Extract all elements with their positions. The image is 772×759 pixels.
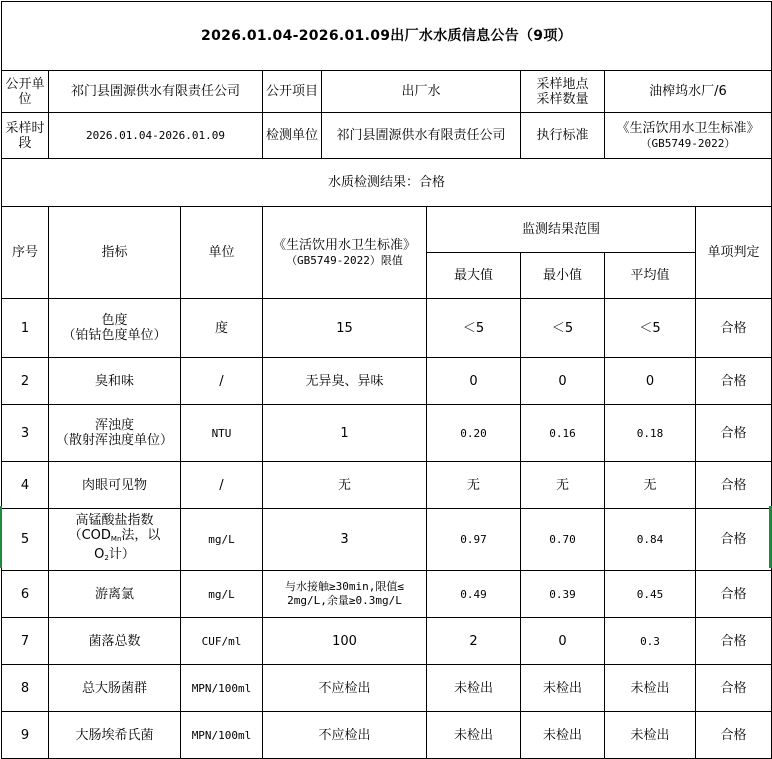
- page-title: 2026.01.04-2026.01.09出厂水水质信息公告（9项）: [2, 2, 772, 71]
- row-min[interactable]: 未检出: [521, 712, 605, 759]
- header-range: 监测结果范围: [427, 207, 696, 253]
- public-item-value[interactable]: 出厂水: [322, 71, 521, 113]
- row-avg[interactable]: 无: [605, 462, 696, 509]
- row-avg[interactable]: 未检出: [605, 665, 696, 712]
- info-row-2: [2, 113, 772, 159]
- table-row: [2, 462, 772, 509]
- row-max[interactable]: 未检出: [427, 712, 521, 759]
- row-limit[interactable]: 与水接触≥30min,限值≤ 2mg/L,余量≥0.3mg/L: [263, 571, 427, 618]
- row-unit[interactable]: 度: [181, 299, 263, 358]
- row-avg[interactable]: 0: [605, 358, 696, 405]
- sample-location-value[interactable]: 油榨坞水厂/6: [605, 71, 772, 113]
- table-row: [2, 665, 772, 712]
- row-max[interactable]: 无: [427, 462, 521, 509]
- row-unit[interactable]: CUF/ml: [181, 618, 263, 665]
- selection-indicator-left: [0, 506, 2, 568]
- row-avg[interactable]: 未检出: [605, 712, 696, 759]
- row-indicator[interactable]: 菌落总数: [49, 618, 181, 665]
- public-item-label: 公开项目: [263, 71, 322, 113]
- row-seq[interactable]: 3: [2, 405, 49, 462]
- row-seq[interactable]: 8: [2, 665, 49, 712]
- row-indicator[interactable]: 臭和味: [49, 358, 181, 405]
- table-row: [2, 509, 772, 571]
- test-unit-value[interactable]: 祁门县圊源供水有限责任公司: [322, 113, 521, 159]
- row-seq[interactable]: 2: [2, 358, 49, 405]
- table-row: [2, 405, 772, 462]
- row-judge[interactable]: 合格: [696, 618, 772, 665]
- row-avg[interactable]: 0.45: [605, 571, 696, 618]
- title-row: [2, 2, 772, 71]
- row-min[interactable]: 0: [521, 358, 605, 405]
- row-avg[interactable]: 0.3: [605, 618, 696, 665]
- header-indicator: 指标: [49, 207, 181, 299]
- header-min: 最小值: [521, 253, 605, 299]
- row-indicator[interactable]: 总大肠菌群: [49, 665, 181, 712]
- result-row: [2, 159, 772, 207]
- row-indicator[interactable]: 色度 （铂钴色度单位）: [49, 299, 181, 358]
- row-seq[interactable]: 6: [2, 571, 49, 618]
- row-min[interactable]: 0.39: [521, 571, 605, 618]
- table-row: [2, 618, 772, 665]
- row-min[interactable]: ＜5: [521, 299, 605, 358]
- standard-label: 执行标准: [521, 113, 605, 159]
- row-unit[interactable]: MPN/100ml: [181, 665, 263, 712]
- row-avg[interactable]: 0.18: [605, 405, 696, 462]
- info-row-1: [2, 71, 772, 113]
- row-max[interactable]: 0.20: [427, 405, 521, 462]
- test-unit-label: 检测单位: [263, 113, 322, 159]
- header-judge: 单项判定: [696, 207, 772, 299]
- result-line[interactable]: 水质检测结果：合格: [2, 159, 772, 207]
- period-label: 采样时段: [2, 113, 49, 159]
- row-unit[interactable]: /: [181, 358, 263, 405]
- row-min[interactable]: 0.16: [521, 405, 605, 462]
- row-limit[interactable]: 无异臭、异味: [263, 358, 427, 405]
- row-avg[interactable]: ＜5: [605, 299, 696, 358]
- row-min[interactable]: 无: [521, 462, 605, 509]
- row-judge[interactable]: 合格: [696, 358, 772, 405]
- row-judge[interactable]: 合格: [696, 712, 772, 759]
- row-limit[interactable]: 不应检出: [263, 665, 427, 712]
- row-judge[interactable]: 合格: [696, 462, 772, 509]
- table-row: [2, 358, 772, 405]
- row-indicator[interactable]: 肉眼可见物: [49, 462, 181, 509]
- row-unit[interactable]: MPN/100ml: [181, 712, 263, 759]
- header-limit: 《生活饮用水卫生标准》 （GB5749-2022）限值: [263, 207, 427, 299]
- row-min[interactable]: 0.70: [521, 509, 605, 571]
- row-seq[interactable]: 1: [2, 299, 49, 358]
- row-limit[interactable]: 100: [263, 618, 427, 665]
- row-limit[interactable]: 15: [263, 299, 427, 358]
- row-unit[interactable]: mg/L: [181, 571, 263, 618]
- row-seq[interactable]: 5: [2, 509, 49, 571]
- row-seq[interactable]: 9: [2, 712, 49, 759]
- row-max[interactable]: 0.97: [427, 509, 521, 571]
- header-avg: 平均值: [605, 253, 696, 299]
- table-row: [2, 712, 772, 759]
- row-indicator[interactable]: 大肠埃希氏菌: [49, 712, 181, 759]
- row-judge[interactable]: 合格: [696, 405, 772, 462]
- row-seq[interactable]: 7: [2, 618, 49, 665]
- row-judge[interactable]: 合格: [696, 299, 772, 358]
- row-limit[interactable]: 不应检出: [263, 712, 427, 759]
- header-row-1: [2, 207, 772, 253]
- row-min[interactable]: 0: [521, 618, 605, 665]
- header-seq: 序号: [2, 207, 49, 299]
- row-unit[interactable]: /: [181, 462, 263, 509]
- table-row: [2, 299, 772, 358]
- row-limit[interactable]: 无: [263, 462, 427, 509]
- row-min[interactable]: 未检出: [521, 665, 605, 712]
- row-max[interactable]: ＜5: [427, 299, 521, 358]
- row-unit[interactable]: mg/L: [181, 509, 263, 571]
- header-unit: 单位: [181, 207, 263, 299]
- row-judge[interactable]: 合格: [696, 665, 772, 712]
- period-value[interactable]: 2026.01.04-2026.01.09: [49, 113, 263, 159]
- sample-location-label: 采样地点 采样数量: [521, 71, 605, 113]
- row-indicator[interactable]: 游离氯: [49, 571, 181, 618]
- standard-value[interactable]: 《生活饮用水卫生标准》 （GB5749-2022）: [605, 113, 772, 159]
- row-max[interactable]: 0.49: [427, 571, 521, 618]
- row-max[interactable]: 0: [427, 358, 521, 405]
- row-max[interactable]: 2: [427, 618, 521, 665]
- public-unit-label: 公开单位: [2, 71, 49, 113]
- water-quality-table: [1, 1, 772, 759]
- row-unit[interactable]: NTU: [181, 405, 263, 462]
- row-avg[interactable]: 0.84: [605, 509, 696, 571]
- row-judge[interactable]: 合格: [696, 571, 772, 618]
- row-judge[interactable]: 合格: [696, 509, 772, 571]
- row-indicator[interactable]: 浑浊度 （散射浑浊度单位）: [49, 405, 181, 462]
- header-max: 最大值: [427, 253, 521, 299]
- public-unit-value[interactable]: 祁门县圊源供水有限责任公司: [49, 71, 263, 113]
- row-limit[interactable]: 3: [263, 509, 427, 571]
- row-max[interactable]: 未检出: [427, 665, 521, 712]
- table-row: [2, 571, 772, 618]
- row-indicator[interactable]: 高锰酸盐指数 （$COD_{Mn}$法，以 $O_2$计）: [49, 509, 181, 571]
- row-seq[interactable]: 4: [2, 462, 49, 509]
- row-limit[interactable]: 1: [263, 405, 427, 462]
